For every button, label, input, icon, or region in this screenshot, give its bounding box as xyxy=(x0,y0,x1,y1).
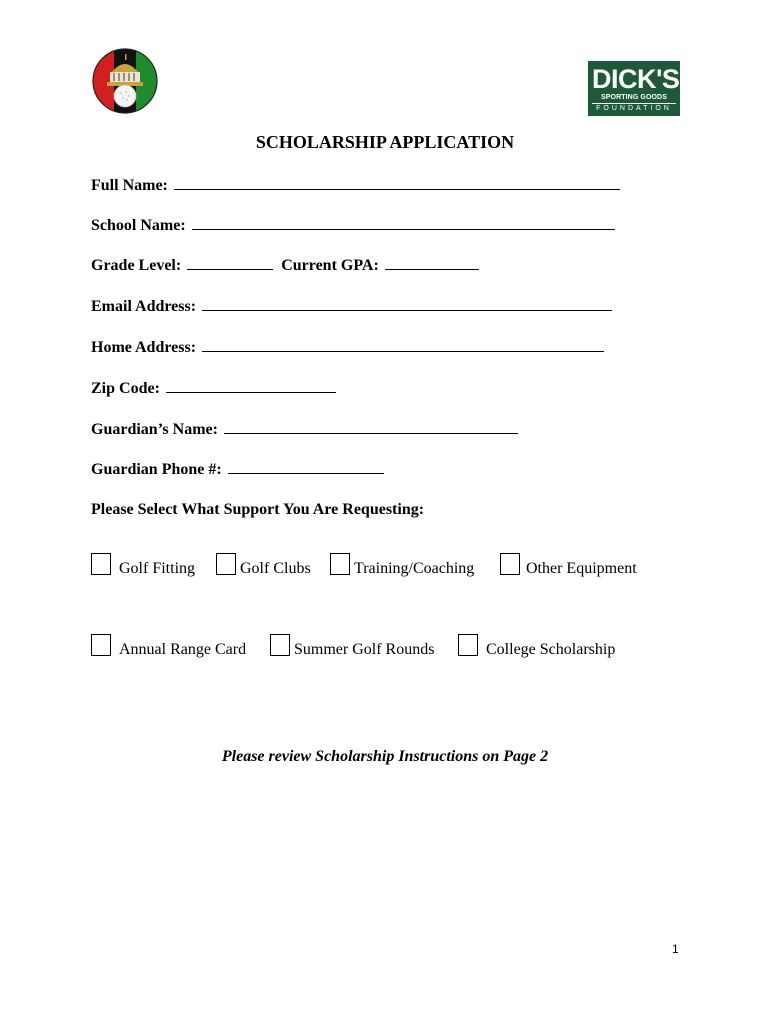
email-address-field[interactable] xyxy=(202,298,612,311)
email-row xyxy=(91,297,612,317)
dicks-foundation-logo xyxy=(588,61,680,116)
full-name-field[interactable] xyxy=(174,177,620,190)
annual-range-card-label: Annual Range Card xyxy=(119,641,247,658)
zip-code-row xyxy=(91,379,336,399)
option-training-coaching[interactable] xyxy=(330,553,474,575)
golf-fitting-label: Golf Fitting xyxy=(119,560,196,577)
option-summer-golf-rounds[interactable] xyxy=(270,634,434,656)
guardian-phone-row xyxy=(91,460,384,480)
guardian-name-label: Guardian’s Name: xyxy=(91,421,218,438)
golf-clubs-checkbox[interactable] xyxy=(216,553,236,575)
college-scholarship-checkbox[interactable] xyxy=(458,634,478,656)
school-name-row xyxy=(91,216,615,236)
option-golf-fitting[interactable] xyxy=(91,553,195,575)
training-coaching-checkbox[interactable] xyxy=(330,553,350,575)
grade-level-label: Grade Level: xyxy=(91,257,182,274)
training-coaching-label: Training/Coaching xyxy=(354,560,475,577)
other-equipment-label: Other Equipment xyxy=(526,560,637,577)
guardian-phone-field[interactable] xyxy=(228,461,384,474)
logo-brand-text: DICK'S xyxy=(592,64,680,94)
zip-code-field[interactable] xyxy=(166,380,336,393)
grade-gpa-row xyxy=(91,256,479,276)
grade-level-field[interactable] xyxy=(187,257,273,270)
instructions-note: Please review Scholarship Instructions on Page 2 xyxy=(221,748,549,765)
golf-club-seal-icon xyxy=(92,48,158,114)
support-prompt: Please Select What Support You Are Requesting: xyxy=(91,501,425,518)
zip-code-label: Zip Code: xyxy=(91,380,160,397)
home-address-field[interactable] xyxy=(202,339,604,352)
other-equipment-checkbox[interactable] xyxy=(500,553,520,575)
current-gpa-field[interactable] xyxy=(385,257,479,270)
summer-golf-rounds-label: Summer Golf Rounds xyxy=(294,641,435,658)
college-scholarship-label: College Scholarship xyxy=(486,641,616,658)
option-golf-clubs[interactable] xyxy=(216,553,311,575)
email-address-label: Email Address: xyxy=(91,298,197,315)
page-title: SCHOLARSHIP APPLICATION xyxy=(255,132,515,152)
home-address-row xyxy=(91,338,604,358)
guardian-name-field[interactable] xyxy=(224,421,518,434)
guardian-phone-label: Guardian Phone #: xyxy=(91,461,222,478)
logo-subtitle-text: SPORTING GOODS xyxy=(601,94,667,101)
current-gpa-label: Current GPA: xyxy=(281,257,379,274)
option-annual-range-card[interactable] xyxy=(91,634,246,656)
full-name-row xyxy=(91,176,620,196)
option-college-scholarship[interactable] xyxy=(458,634,615,656)
summer-golf-rounds-checkbox[interactable] xyxy=(270,634,290,656)
home-address-label: Home Address: xyxy=(91,339,197,356)
school-name-field[interactable] xyxy=(192,217,615,230)
page-number: 1 xyxy=(672,942,679,956)
option-other-equipment[interactable] xyxy=(500,553,637,575)
golf-clubs-label: Golf Clubs xyxy=(240,560,311,577)
logo-foundation-text: FOUNDATION xyxy=(592,103,676,113)
full-name-label: Full Name: xyxy=(91,177,168,194)
guardian-name-row xyxy=(91,420,518,440)
annual-range-card-checkbox[interactable] xyxy=(91,634,111,656)
school-name-label: School Name: xyxy=(91,217,186,234)
golf-fitting-checkbox[interactable] xyxy=(91,553,111,575)
